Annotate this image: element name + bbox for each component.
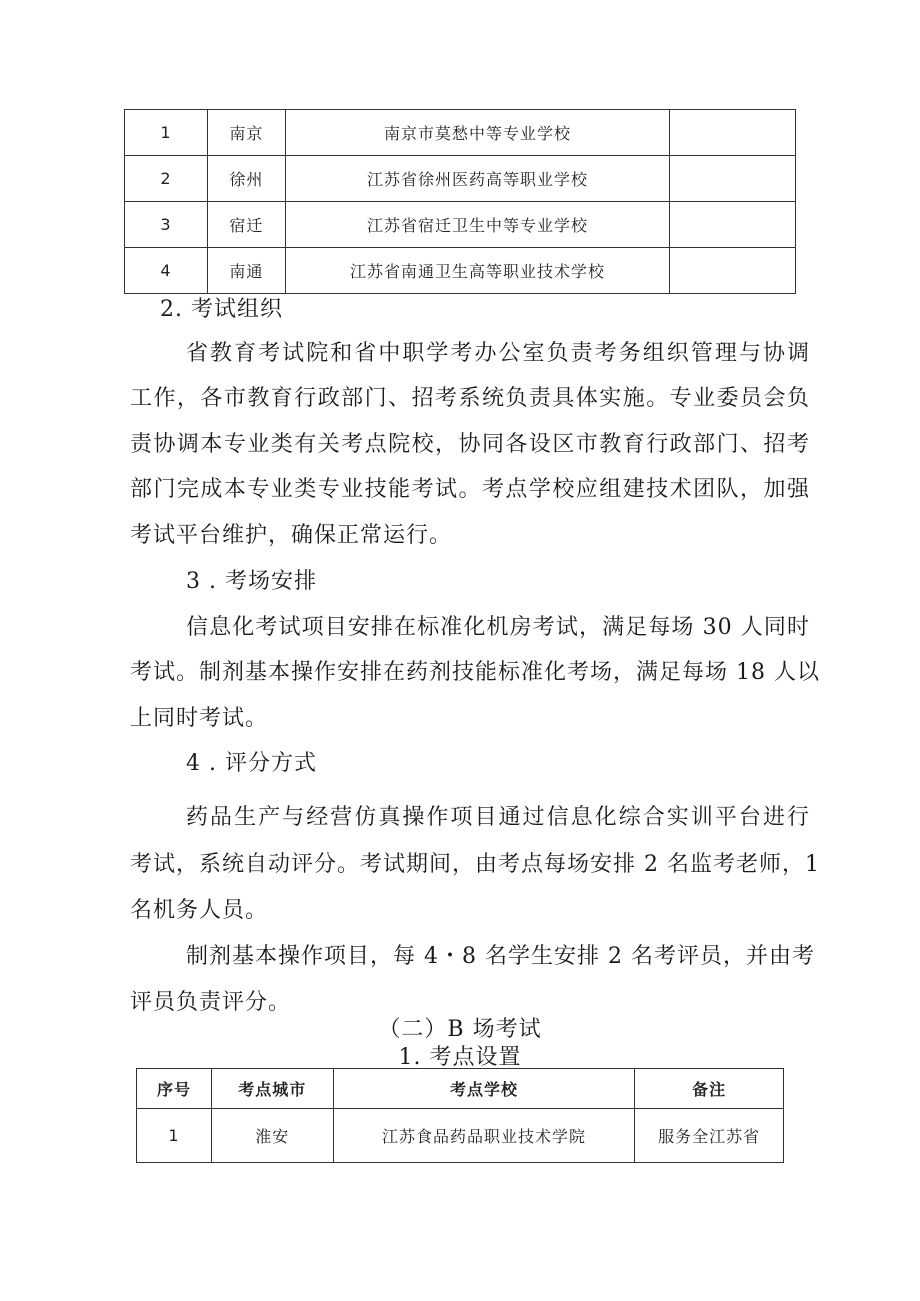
row-city: 南通 [207,248,285,294]
part-b-subheading: 1. 考点设置 [398,1045,522,1070]
table-row [137,1109,784,1163]
paragraph-line: 药品生产与经营仿真操作项目通过信息化综合实训平台进行 [186,805,810,830]
table-header-row [137,1069,784,1109]
row-number: 4 [125,248,208,294]
row-school: 江苏省徐州医药高等职业学校 [285,156,669,202]
section-4-heading: 4 . 评分方式 [186,751,317,776]
part-b-heading: （二）B 场考试 [378,1017,542,1042]
paragraph-line: 考试。制剂基本操作安排在药剂技能标准化考场，满足每场 18 人以 [130,660,820,685]
row-note [670,110,796,156]
exam-site-table-a [124,109,796,294]
row-city: 淮安 [211,1109,333,1163]
row-note: 服务全江苏省 [635,1109,784,1163]
row-city: 宿迁 [207,202,285,248]
paragraph-line: 责协调本专业类有关考点院校，协同各设区市教育行政部门、招考 [130,432,810,457]
paragraph-line: 考试平台维护，确保正常运行。 [130,523,453,548]
table-row [125,248,796,294]
header-note: 备注 [635,1069,784,1109]
table-row [125,156,796,202]
paragraph-line: 制剂基本操作项目，每 4・8 名学生安排 2 名考评员，并由考 [186,944,815,969]
row-city: 徐州 [207,156,285,202]
row-school: 江苏省南通卫生高等职业技术学校 [285,248,669,294]
row-note [670,156,796,202]
header-city: 考点城市 [211,1069,333,1109]
row-school: 南京市莫愁中等专业学校 [285,110,669,156]
paragraph-line: 省教育考试院和省中职学考办公室负责考务组织管理与协调 [186,341,810,366]
row-note [670,202,796,248]
table-row [125,110,796,156]
row-number: 2 [125,156,208,202]
section-3-heading: 3 . 考场安排 [186,569,317,594]
row-city: 南京 [207,110,285,156]
paragraph-line: 上同时考试。 [130,706,269,731]
row-number: 1 [125,110,208,156]
paragraph-line: 考试，系统自动评分。考试期间，由考点每场安排 2 名监考老师，1 [130,852,820,877]
row-school: 江苏食品药品职业技术学院 [333,1109,635,1163]
exam-site-table-b [136,1068,784,1163]
paragraph-line: 名机务人员。 [130,898,269,923]
table-row [125,202,796,248]
row-number: 3 [125,202,208,248]
row-number: 1 [137,1109,212,1163]
paragraph-line: 信息化考试项目安排在标准化机房考试，满足每场 30 人同时 [186,615,810,640]
row-school: 江苏省宿迁卫生中等专业学校 [285,202,669,248]
paragraph-line: 评员负责评分。 [130,990,292,1015]
header-number: 序号 [137,1069,212,1109]
section-2-heading: 2. 考试组织 [160,297,283,322]
header-school: 考点学校 [333,1069,635,1109]
row-note [670,248,796,294]
paragraph-line: 工作，各市教育行政部门、招考系统负责具体实施。专业委员会负 [130,386,810,411]
paragraph-line: 部门完成本专业类专业技能考试。考点学校应组建技术团队，加强 [130,477,810,502]
